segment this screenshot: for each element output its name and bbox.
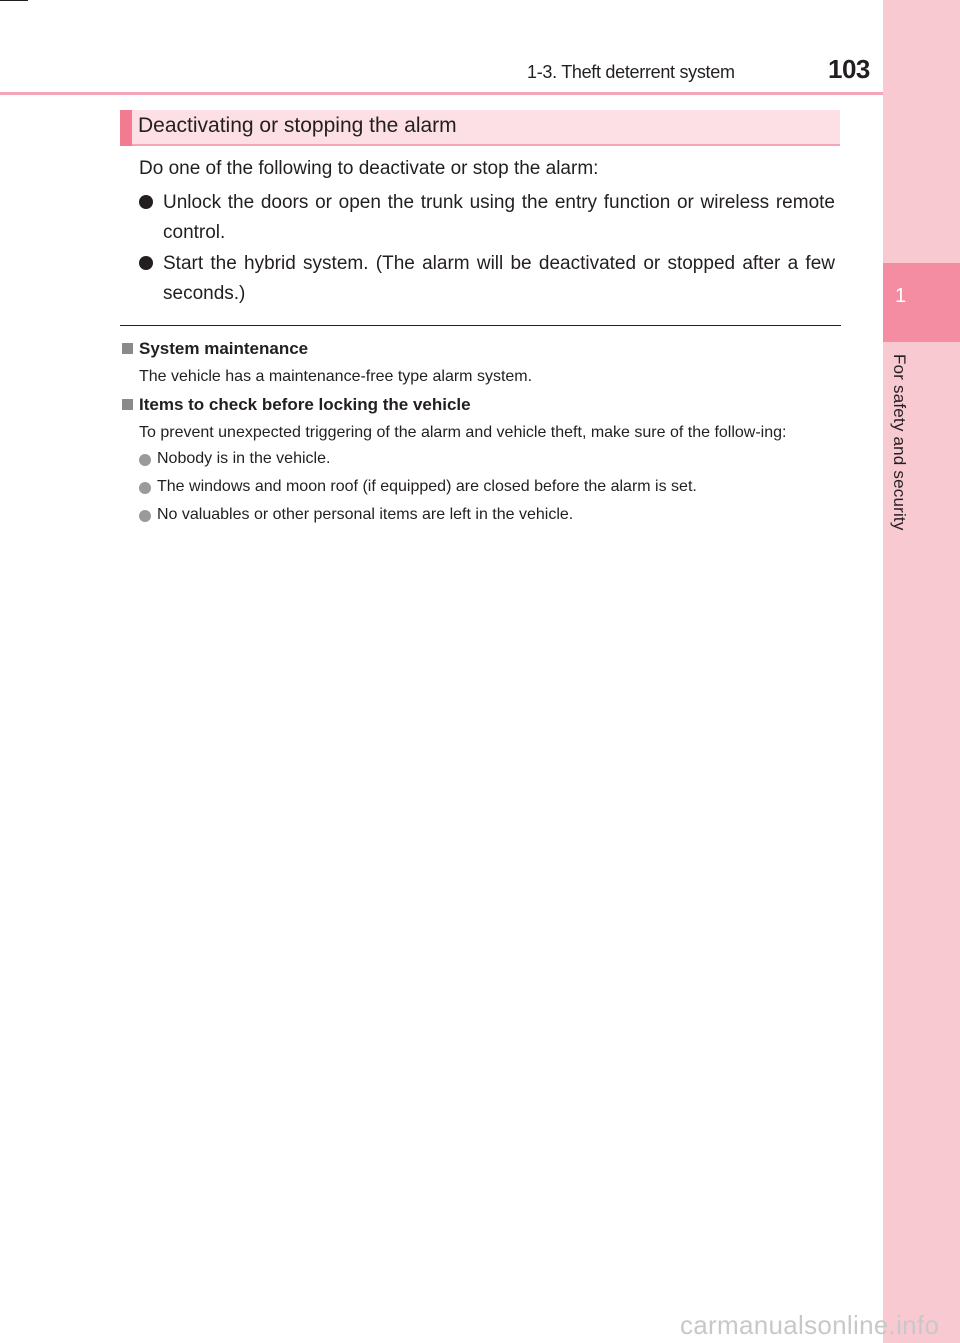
note-body: To prevent unexpected triggering of the alarm and vehicle theft, make sure of the follow-ing: (139, 424, 787, 441)
list-item (139, 249, 835, 309)
bullet-icon (139, 510, 151, 522)
list-item-text: Start the hybrid system. (The alarm will be deactivated or stopped after a few seconds.) (163, 253, 835, 304)
list-item (139, 504, 840, 526)
chapter-title: For safety and security (890, 354, 909, 531)
heading-text: Deactivating or stopping the alarm (138, 114, 457, 137)
list-item-text: Nobody is in the vehicle. (157, 450, 331, 467)
square-bullet-icon (122, 399, 133, 410)
note-title (120, 338, 840, 360)
square-bullet-icon (122, 343, 133, 354)
section-divider (120, 325, 841, 326)
instruction-list (139, 188, 835, 309)
note-system-maintenance (120, 338, 840, 388)
note-title-text: System maintenance (139, 339, 309, 358)
chapter-number: 1 (895, 285, 907, 307)
bullet-icon (139, 195, 153, 209)
page-number: 103 (828, 54, 870, 84)
note-title (120, 394, 840, 416)
side-tab (883, 0, 960, 1343)
page-header (0, 0, 883, 96)
intro-text: Do one of the following to deactivate or stop the alarm: (139, 158, 599, 179)
list-item-text: Unlock the doors or open the trunk using the entry function or wireless remote control. (163, 192, 835, 243)
list-item (139, 188, 835, 248)
chapter-tab[interactable] (883, 263, 960, 342)
bullet-icon (139, 482, 151, 494)
note-title-text: Items to check before locking the vehicle (139, 395, 471, 414)
bullet-icon (139, 454, 151, 466)
list-item-text: The windows and moon roof (if equipped) are closed before the alarm is set. (157, 478, 697, 495)
heading-accent (120, 110, 132, 146)
bullet-icon (139, 256, 153, 270)
section-heading (120, 110, 840, 146)
list-item (139, 476, 840, 498)
list-item-text: No valuables or other personal items are left in the vehicle. (157, 506, 574, 523)
check-list (139, 448, 840, 526)
note-body: The vehicle has a maintenance-free type alarm system. (139, 368, 533, 385)
list-item (139, 448, 840, 470)
note-items-to-check (120, 394, 840, 532)
watermark: carmanualsonline.info (680, 1310, 940, 1340)
section-title: 1-3. Theft deterrent system (527, 62, 735, 82)
header-rule (0, 92, 883, 95)
